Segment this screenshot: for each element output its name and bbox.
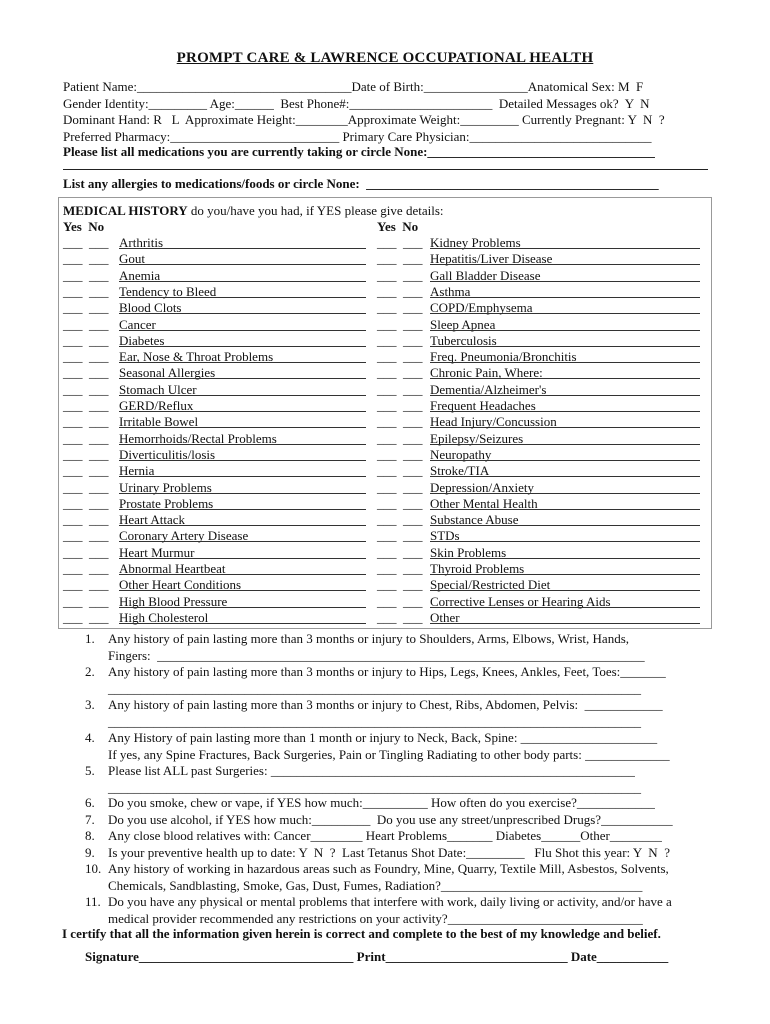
condition-checkbox-blanks[interactable]: ___ ___ [377, 316, 423, 332]
condition-detail-underline[interactable] [119, 574, 366, 575]
condition-detail-underline[interactable] [119, 525, 366, 526]
condition-checkbox-blanks[interactable]: ___ ___ [63, 332, 109, 348]
certification-statement: I certify that all the information given herein is correct and complete to the best of my knowledge and belief. [62, 926, 661, 941]
condition-label[interactable]: Neuropathy [430, 446, 492, 462]
condition-detail-underline[interactable] [430, 427, 700, 428]
condition-detail-underline[interactable] [430, 623, 700, 624]
condition-label[interactable]: Heart Murmur [119, 544, 195, 560]
condition-detail-underline[interactable] [430, 248, 700, 249]
condition-detail-underline[interactable] [430, 460, 700, 461]
condition-label[interactable]: Gout [119, 251, 145, 267]
condition-checkbox-blanks[interactable]: ___ ___ [377, 414, 423, 430]
question-text: medical provider recommended any restrictions on your activity?______________________________ [108, 910, 643, 926]
condition-label[interactable]: Other Heart Conditions [119, 577, 242, 593]
question-text: Any history of pain lasting more than 3 months or injury to Shoulders, Arms, Elbows, Wrist, Hands, [108, 631, 630, 646]
condition-detail-underline[interactable] [119, 623, 366, 624]
question-text: __________________________________________________________________________________ [108, 779, 641, 795]
question-number: 7. [85, 812, 95, 827]
condition-detail-underline[interactable] [119, 444, 366, 445]
condition-label[interactable]: Substance Abuse [430, 512, 519, 528]
condition-label[interactable]: GERD/Reflux [119, 398, 194, 413]
condition-detail-underline[interactable] [430, 281, 700, 282]
question-line[interactable] [85, 664, 710, 680]
condition-detail-underline[interactable] [119, 362, 366, 363]
condition-checkbox-blanks[interactable]: ___ ___ [377, 398, 423, 413]
condition-checkbox-blanks[interactable]: ___ ___ [63, 463, 109, 479]
question-number: 3. [85, 697, 95, 712]
condition-detail-underline[interactable] [119, 330, 366, 331]
condition-label[interactable]: Chronic Pain, Where: [430, 365, 543, 381]
condition-label[interactable]: Freq. Pneumonia/Bronchitis [430, 349, 577, 365]
question-line[interactable] [85, 697, 710, 713]
condition-checkbox-blanks[interactable]: ___ ___ [377, 430, 423, 446]
question-number: 1. [85, 631, 95, 646]
question-number: 11. [85, 894, 101, 909]
condition-detail-underline[interactable] [430, 313, 700, 314]
condition-checkbox-blanks[interactable]: ___ ___ [63, 300, 109, 316]
condition-detail-underline[interactable] [430, 558, 700, 559]
condition-detail-underline[interactable] [430, 264, 700, 265]
signature-line[interactable]: Signature_________________________________ Print____________________________ Date___________ [85, 949, 669, 964]
condition-label[interactable]: High Blood Pressure [119, 593, 228, 609]
condition-detail-underline[interactable] [430, 330, 700, 331]
condition-detail-underline[interactable] [119, 427, 366, 428]
condition-checkbox-blanks[interactable]: ___ ___ [377, 561, 423, 576]
form-title: PROMPT CARE & LAWRENCE OCCUPATIONAL HEALTH [176, 50, 594, 66]
question-text: __________________________________________________________________________________ [108, 713, 641, 729]
condition-checkbox-blanks[interactable]: ___ ___ [63, 561, 109, 576]
question-number: 10. [85, 861, 102, 876]
question-continuation-line[interactable] [85, 780, 710, 796]
condition-detail-underline[interactable] [430, 607, 700, 608]
condition-checkbox-blanks[interactable]: ___ ___ [377, 381, 423, 397]
question-text: Any history of pain lasting more than 3 months or injury to Chest, Ribs, Abdomen, Pelvis: ____________ [108, 697, 663, 712]
condition-checkbox-blanks[interactable]: ___ ___ [377, 544, 423, 560]
question-line[interactable] [85, 812, 710, 828]
condition-checkbox-blanks[interactable]: ___ ___ [377, 593, 423, 609]
condition-checkbox-blanks[interactable]: ___ ___ [63, 235, 109, 250]
allergies-line[interactable]: List any allergies to medications/foods or circle None: _____________________________________________ [63, 176, 659, 191]
question-text: If yes, any Spine Fractures, Back Surgeries, Pain or Tingling Radiating to other body parts: _____________ [108, 746, 670, 762]
question-number: 2. [85, 664, 95, 679]
condition-detail-underline[interactable] [430, 509, 700, 510]
question-line[interactable] [85, 631, 710, 647]
question-text: Any history of pain lasting more than 3 months or injury to Hips, Legs, Knees, Ankles, Feet, Toes:_______ [108, 664, 666, 679]
question-text: Fingers: ___________________________________________________________________________ [108, 647, 645, 663]
medications-continuation-line[interactable] [63, 169, 708, 170]
condition-label[interactable]: Urinary Problems [119, 479, 212, 495]
condition-checkbox-blanks[interactable]: ___ ___ [377, 235, 423, 250]
question-line[interactable] [85, 828, 710, 844]
condition-detail-underline[interactable] [119, 395, 366, 396]
condition-label[interactable]: Depression/Anxiety [430, 479, 534, 495]
question-continuation-line[interactable] [85, 878, 710, 894]
condition-detail-underline[interactable] [119, 297, 366, 298]
question-text: Any close blood relatives with: Cancer________ Heart Problems_______ Diabetes______Other________ [108, 828, 662, 843]
condition-label[interactable]: Diverticulitis/losis [119, 446, 216, 462]
condition-checkbox-blanks[interactable]: ___ ___ [63, 512, 109, 528]
medical-history-heading: MEDICAL HISTORY [63, 203, 188, 218]
question-text: Is your preventive health up to date: Y N ? Last Tetanus Shot Date:_________ Flu Shot this year: Y N ? [108, 845, 670, 860]
condition-checkbox-blanks[interactable]: ___ ___ [377, 267, 423, 283]
question-continuation-line[interactable] [85, 681, 710, 697]
condition-label[interactable]: Tuberculosis [430, 332, 497, 348]
condition-detail-underline[interactable] [119, 590, 366, 591]
patient-info-line[interactable]: Patient Name:_________________________________Date of Birth:________________Anatomical Sex: M F [63, 79, 644, 94]
patient-info-line[interactable]: Dominant Hand: R L Approximate Height:________Approximate Weight:_________ Currently Pregnant: Y N ? [63, 112, 665, 127]
condition-detail-underline[interactable] [430, 590, 700, 591]
condition-label[interactable]: Frequent Headaches [430, 398, 536, 413]
condition-checkbox-blanks[interactable]: ___ ___ [63, 283, 109, 299]
condition-checkbox-blanks[interactable]: ___ ___ [63, 316, 109, 332]
condition-checkbox-blanks[interactable]: ___ ___ [377, 512, 423, 528]
condition-checkbox-blanks[interactable]: ___ ___ [63, 365, 109, 381]
condition-detail-underline[interactable] [430, 574, 700, 575]
condition-checkbox-blanks[interactable]: ___ ___ [63, 349, 109, 365]
condition-checkbox-blanks[interactable]: ___ ___ [377, 446, 423, 462]
condition-label[interactable]: Thyroid Problems [430, 561, 525, 576]
condition-checkbox-blanks[interactable]: ___ ___ [377, 577, 423, 593]
condition-label[interactable]: Head Injury/Concussion [430, 414, 557, 430]
question-text: Any history of working in hazardous areas such as Foundry, Mine, Quarry, Textile Mill, Asbestos, Solvents, [108, 861, 669, 876]
condition-detail-underline[interactable] [430, 525, 700, 526]
condition-label[interactable]: Ear, Nose & Throat Problems [119, 349, 274, 365]
question-line[interactable] [85, 845, 710, 861]
condition-checkbox-blanks[interactable]: ___ ___ [377, 479, 423, 495]
condition-detail-underline[interactable] [119, 460, 366, 461]
question-number: 9. [85, 845, 95, 860]
question-continuation-line[interactable] [85, 714, 710, 730]
condition-checkbox-blanks[interactable]: ___ ___ [63, 398, 109, 413]
question-line[interactable] [85, 730, 710, 746]
condition-checkbox-blanks[interactable]: ___ ___ [63, 577, 109, 593]
condition-label[interactable]: Abnormal Heartbeat [119, 561, 226, 576]
question-line[interactable] [85, 894, 710, 910]
question-text: Any History of pain lasting more than 1 month or injury to Neck, Back, Spine: _____________________ [108, 730, 658, 745]
condition-label[interactable]: Stomach Ulcer [119, 381, 197, 397]
condition-label[interactable]: Blood Clots [119, 300, 182, 316]
condition-label[interactable]: Prostate Problems [119, 495, 214, 511]
question-number: 8. [85, 828, 95, 843]
patient-info-line[interactable]: Gender Identity:_________ Age:______ Best Phone#:______________________ Detailed Messages ok? Y N [63, 95, 650, 111]
condition-detail-underline[interactable] [430, 476, 700, 477]
condition-detail-underline[interactable] [119, 607, 366, 608]
condition-detail-underline[interactable] [430, 444, 700, 445]
condition-label[interactable]: Tendency to Bleed [119, 283, 217, 299]
condition-checkbox-blanks[interactable]: ___ ___ [63, 495, 109, 511]
condition-checkbox-blanks[interactable]: ___ ___ [377, 528, 423, 544]
condition-label[interactable]: Coronary Artery Disease [119, 528, 249, 544]
question-continuation-line[interactable] [85, 648, 710, 664]
condition-checkbox-blanks[interactable]: ___ ___ [377, 251, 423, 267]
condition-label[interactable]: STDs [430, 528, 460, 544]
condition-label[interactable]: Sleep Apnea [430, 316, 496, 332]
question-text: Chemicals, Sandblasting, Smoke, Gas, Dust, Fumes, Radiation?_______________________________ [108, 877, 643, 893]
question-number: 4. [85, 730, 95, 745]
condition-checkbox-blanks[interactable]: ___ ___ [63, 267, 109, 283]
condition-label[interactable]: Other Mental Health [430, 495, 538, 511]
condition-checkbox-blanks[interactable]: ___ ___ [63, 414, 109, 430]
condition-checkbox-blanks[interactable]: ___ ___ [63, 528, 109, 544]
question-text: Do you use alcohol, if YES how much:_________ Do you use any street/unprescribed Drugs?___________ [108, 812, 673, 827]
condition-label[interactable]: Skin Problems [430, 544, 507, 560]
medications-line[interactable]: Please list all medications you are currently taking or circle None:___________________________________ [63, 144, 655, 159]
condition-checkbox-blanks[interactable]: ___ ___ [377, 609, 423, 625]
condition-detail-underline[interactable] [430, 411, 700, 412]
condition-checkbox-blanks[interactable]: ___ ___ [63, 609, 109, 625]
medical-history-heading-line [63, 203, 713, 219]
condition-label[interactable]: Hemorrhoids/Rectal Problems [119, 430, 277, 446]
condition-detail-underline[interactable] [430, 541, 700, 542]
condition-detail-underline[interactable] [119, 541, 366, 542]
condition-checkbox-blanks[interactable]: ___ ___ [63, 479, 109, 495]
condition-checkbox-blanks[interactable]: ___ ___ [377, 365, 423, 381]
yes-no-header-left: Yes No [63, 219, 105, 234]
condition-label[interactable]: Gall Bladder Disease [430, 267, 541, 283]
condition-label[interactable]: High Cholesterol [119, 609, 209, 625]
condition-label[interactable]: Corrective Lenses or Hearing Aids [430, 593, 611, 609]
condition-detail-underline[interactable] [119, 264, 366, 265]
yes-no-header-right: Yes No [377, 219, 419, 234]
condition-checkbox-blanks[interactable]: ___ ___ [377, 283, 423, 299]
question-number: 5. [85, 763, 95, 778]
condition-detail-underline[interactable] [430, 362, 700, 363]
condition-checkbox-blanks[interactable]: ___ ___ [377, 349, 423, 365]
condition-checkbox-blanks[interactable]: ___ ___ [377, 495, 423, 511]
condition-label[interactable]: Heart Attack [119, 512, 186, 528]
condition-detail-underline[interactable] [430, 493, 700, 494]
condition-detail-underline[interactable] [430, 297, 700, 298]
condition-label[interactable]: Dementia/Alzheimer's [430, 381, 547, 397]
condition-checkbox-blanks[interactable]: ___ ___ [63, 251, 109, 267]
condition-label[interactable]: Hernia [119, 463, 155, 479]
condition-detail-underline[interactable] [119, 281, 366, 282]
condition-label[interactable]: Arthritis [119, 235, 164, 250]
question-line[interactable] [85, 763, 710, 779]
medical-history-subheading: do you/have you had, if YES please give details: [187, 203, 444, 218]
condition-checkbox-blanks[interactable]: ___ ___ [377, 300, 423, 316]
condition-label[interactable]: Kidney Problems [430, 235, 521, 250]
condition-detail-underline[interactable] [119, 476, 366, 477]
patient-info-line[interactable]: Preferred Pharmacy:__________________________ Primary Care Physician:____________________________ [63, 128, 652, 144]
condition-checkbox-blanks[interactable]: ___ ___ [63, 430, 109, 446]
condition-checkbox-blanks[interactable]: ___ ___ [377, 332, 423, 348]
condition-detail-underline[interactable] [119, 346, 366, 347]
question-text: Do you smoke, chew or vape, if YES how much:__________ How often do you exercise?____________ [108, 795, 655, 810]
condition-detail-underline[interactable] [119, 509, 366, 510]
condition-checkbox-blanks[interactable]: ___ ___ [377, 463, 423, 479]
condition-label[interactable]: Hepatitis/Liver Disease [430, 251, 553, 267]
condition-label[interactable]: Asthma [430, 283, 471, 299]
condition-label[interactable]: Diabetes [119, 332, 165, 348]
question-line[interactable] [85, 795, 710, 811]
condition-label[interactable]: Anemia [119, 267, 161, 283]
condition-checkbox-blanks[interactable]: ___ ___ [63, 381, 109, 397]
condition-detail-underline[interactable] [430, 395, 700, 396]
condition-checkbox-blanks[interactable]: ___ ___ [63, 593, 109, 609]
condition-label[interactable]: COPD/Emphysema [430, 300, 533, 316]
question-text: __________________________________________________________________________________ [108, 680, 641, 696]
condition-label[interactable]: Special/Restricted Diet [430, 577, 551, 593]
condition-detail-underline[interactable] [430, 378, 700, 379]
condition-label[interactable]: Cancer [119, 316, 156, 332]
condition-detail-underline[interactable] [119, 313, 366, 314]
condition-label[interactable]: Epilepsy/Seizures [430, 430, 524, 446]
question-continuation-line[interactable] [85, 911, 710, 927]
condition-detail-underline[interactable] [119, 248, 366, 249]
condition-checkbox-blanks[interactable]: ___ ___ [63, 446, 109, 462]
condition-checkbox-blanks[interactable]: ___ ___ [63, 544, 109, 560]
condition-label[interactable]: Seasonal Allergies [119, 365, 216, 381]
condition-detail-underline[interactable] [119, 411, 366, 412]
question-text: Do you have any physical or mental problems that interfere with work, daily living or activity, and/or have a [108, 894, 672, 909]
condition-label[interactable]: Other [430, 609, 460, 625]
condition-label[interactable]: Irritable Bowel [119, 414, 199, 430]
condition-detail-underline[interactable] [119, 378, 366, 379]
condition-label[interactable]: Stroke/TIA [430, 463, 490, 479]
question-continuation-line[interactable] [85, 747, 710, 763]
condition-detail-underline[interactable] [430, 346, 700, 347]
question-text: Please list ALL past Surgeries: ________________________________________________________ [108, 763, 635, 778]
question-line[interactable] [85, 861, 710, 877]
condition-detail-underline[interactable] [119, 493, 366, 494]
question-number: 6. [85, 795, 95, 810]
condition-detail-underline[interactable] [119, 558, 366, 559]
